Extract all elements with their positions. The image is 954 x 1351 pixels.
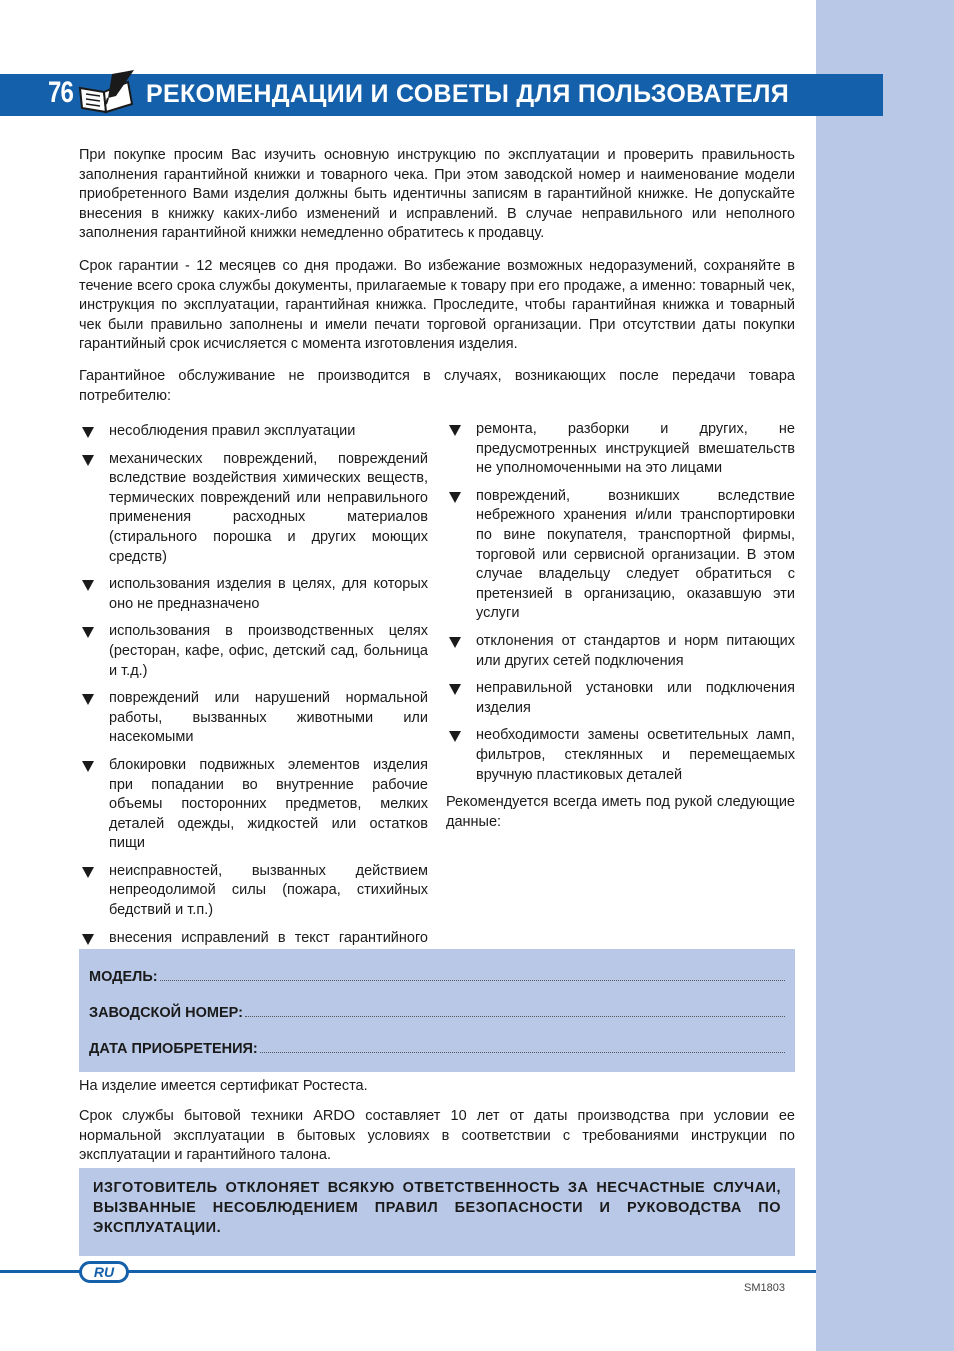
list-item: повреждений, возникших вследствие небрежного хранения и/или транспортировки по вине покупателя, транспортной фирмы, торговой или сервисной организации. В этом случае владельцу следует обратиться с претензией в организацию, оказавшую эти услуги xyxy=(446,487,795,624)
certificate-text: На изделие имеется сертификат Ростеста. xyxy=(79,1078,368,1094)
purchase-date-field[interactable] xyxy=(89,1041,785,1057)
bullet-triangle-icon xyxy=(449,492,461,503)
bullet-triangle-icon xyxy=(82,867,94,878)
bullet-triangle-icon xyxy=(449,425,461,436)
list-item: повреждений или нарушений нормальной работы, вызванных животными или насекомыми xyxy=(79,689,428,748)
recommend-text: Рекомендуется всегда иметь под рукой следующие данные: xyxy=(446,794,795,830)
service-life-paragraph: Срок службы бытовой техники ARDO составляет 10 лет от даты производства при условии ее нормальной эксплуатации в бытовых условиях в соответствии с требованиями инструкции по эксплуатации и гарантийного талона. xyxy=(79,1108,795,1164)
model-label: МОДЕЛЬ: xyxy=(89,969,158,985)
side-strip xyxy=(816,0,954,1351)
intro-paragraph: При покупке просим Вас изучить основную инструкцию по эксплуатации и проверить правильность заполнения гарантийной книжки и товарного чека. При этом заводской номер и наименование модели приобретенного Вами изделия должны быть идентичны записям в гарантийной книжке. Не допускайте внесения в книжку каких-либо изменений и исправлений. В случае неправильного или неполного заполнения гарантийной книжки немедленно обратитесь к продавцу. xyxy=(79,147,795,242)
list-item: блокировки подвижных элементов изделия при попадании во внутренние рабочие объемы посторонних предметов, мелких деталей одежды, жидкостей или остатков пищи xyxy=(79,756,428,854)
document-code: SM1803 xyxy=(744,1282,785,1294)
bullet-triangle-icon xyxy=(82,694,94,705)
list-item: несоблюдения правил эксплуатации xyxy=(79,422,428,442)
list-item: неправильной установки или подключения изделия xyxy=(446,679,795,718)
liability-warning-text: ИЗГОТОВИТЕЛЬ ОТКЛОНЯЕТ ВСЯКУЮ ОТВЕТСТВЕННОСТЬ ЗА НЕСЧАСТНЫЕ СЛУЧАИ, ВЫЗВАННЫЕ НЕСОБЛЮДЕНИЕМ ПРАВИЛ БЕЗОПАСНОСТИ И РУКОВОДСТВА ПО ЭКСПЛУАТАЦИИ. xyxy=(93,1180,781,1236)
page-title: РЕКОМЕНДАЦИИ И СОВЕТЫ ДЛЯ ПОЛЬЗОВАТЕЛЯ xyxy=(146,80,790,108)
list-item: неисправностей, вызванных действием непреодолимой силы (пожара, стихийных бедствий и т.п.) xyxy=(79,862,428,921)
model-fill-line xyxy=(160,979,785,981)
list-item: необходимости замены осветительных ламп, фильтров, стеклянных и перемещаемых вручную пластиковых деталей xyxy=(446,726,795,785)
open-book-pen-icon xyxy=(76,68,138,114)
list-item: использования в производственных целях (ресторан, кафе, офис, детский сад, больница и т.д.) xyxy=(79,622,428,681)
exclusions-left-list xyxy=(79,422,428,976)
serial-number-fill-line xyxy=(245,1015,785,1017)
list-item: внесения исправлений в текст гарантийного xyxy=(79,929,428,968)
purchase-date-label: ДАТА ПРИОБРЕТЕНИЯ: xyxy=(89,1041,258,1057)
warranty-term-paragraph: Срок гарантии - 12 месяцев со дня продажи. Во избежание возможных недоразумений, сохраняйте в течение всего срока службы документы, прилагаемые к товару при его продаже, а именно: товарный чек, инструкция по эксплуатации, гарантийная книжка. Проследите, чтобы гарантийная книжка и товарный чек были правильно заполнены и имели печати торговой организации. При отсутствии даты покупки гарантийный срок исчисляется с момента изготовления изделия. xyxy=(79,258,795,353)
liability-warning-box xyxy=(79,1168,795,1256)
bullet-triangle-icon xyxy=(82,761,94,772)
serial-number-label: ЗАВОДСКОЙ НОМЕР: xyxy=(89,1005,243,1021)
list-item: использования изделия в целях, для которых оно не предназначено xyxy=(79,575,428,614)
list-item: механических повреждений, повреждений вследствие воздействия химических веществ, термических повреждений или неправильного применения расходных материалов (стирального порошка и других моющих средств) xyxy=(79,450,428,568)
bullet-triangle-icon xyxy=(82,427,94,438)
model-field[interactable] xyxy=(89,969,785,985)
list-item: ремонта, разборки и других, не предусмотренных инструкцией вмешательств не уполномоченными на это лицами xyxy=(446,420,795,479)
product-data-box xyxy=(79,949,795,1072)
exclusions-intro-paragraph: Гарантийное обслуживание не производится в случаях, возникающих после передачи товара потребителю: xyxy=(79,368,795,404)
bullet-triangle-icon xyxy=(449,637,461,648)
bullet-triangle-icon xyxy=(82,580,94,591)
page-number: 76 xyxy=(48,76,74,109)
language-badge: RU xyxy=(79,1261,129,1283)
bullet-triangle-icon xyxy=(82,934,94,945)
purchase-date-fill-line xyxy=(260,1051,785,1053)
bullet-triangle-icon xyxy=(82,455,94,466)
bullet-triangle-icon xyxy=(82,627,94,638)
serial-number-field[interactable] xyxy=(89,1005,785,1021)
list-item: отклонения от стандартов и норм питающих или других сетей подключения xyxy=(446,632,795,671)
bullet-triangle-icon xyxy=(449,731,461,742)
exclusions-right-list xyxy=(446,420,795,832)
bullet-triangle-icon xyxy=(449,684,461,695)
